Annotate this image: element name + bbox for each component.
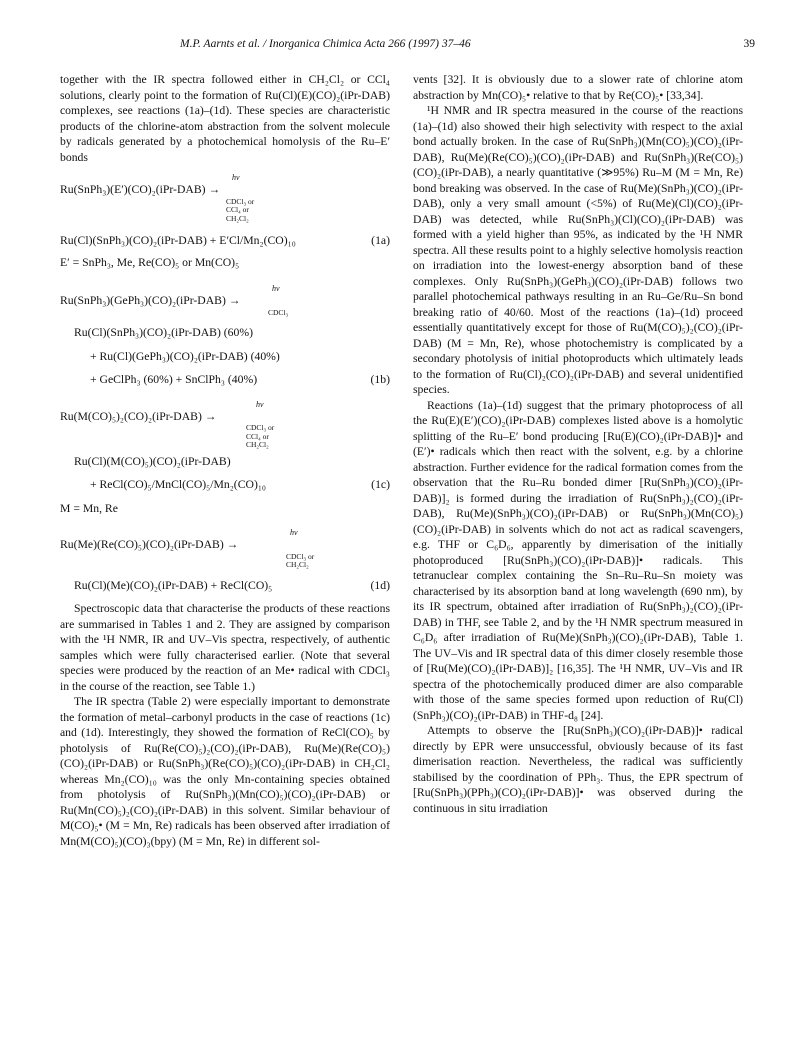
reaction-conditions [60,424,390,450]
equation-number: (1d) [370,578,390,592]
hv-label: hν [290,528,298,537]
reaction-product: Ru(Cl)(Me)(CO)₂(iPr-DAB) + ReCl(CO)₅ [74,578,273,592]
paragraph: Attempts to observe the [Ru(SnPh₃)(CO)₂(iPr-DAB)]• radical directly by EPR were unsuccessful, obviously because of its fast dimerisation reaction. Nevertheless, the radical was sufficiently stabilised by the coordination of PPh₃. Thus, the EPR spectrum of [Ru(SnPh₃)(PPh₃)(CO)₂(iPr-DAB)]• was observed during the continuous in situ irradiation [413,724,743,815]
condition: CCl₄ or [246,431,269,441]
reaction-product: Ru(Cl)(M(CO)₅)(CO)₂(iPr-DAB) [74,454,231,468]
reaction-product-line [60,477,390,493]
paragraph: vents [32]. It is obviously due to a slower rate of chlorine atom abstraction by Mn(CO)₅• relative to that by Re(CO)₅• [33,34]. [413,73,743,102]
reaction-product-line [60,372,390,388]
reaction-1d [60,528,390,593]
reaction-reactant: Ru(SnPh₃)(E′)(CO)₂(iPr-DAB) → [60,183,221,196]
reaction-product: Ru(Cl)(SnPh₃)(CO)₂(iPr-DAB) (60%) [74,326,253,339]
page-number: 39 [743,38,755,50]
reaction-product: Ru(Cl)(SnPh₃)(CO)₂(iPr-DAB) + E′Cl/Mn₂(CO)₁₀ [60,234,296,247]
reaction-conditions [60,198,390,224]
reaction-product-line [60,233,390,249]
reaction-conditions [60,309,390,318]
hv-label: hν [256,399,264,409]
left-column [60,72,390,849]
reaction-1c [60,400,390,517]
reaction-product-line [60,578,390,594]
condition: CDCl₃ or [286,551,315,561]
reaction-1b [60,284,390,388]
right-column [413,72,743,816]
condition: CDCl₃ or [246,423,275,432]
condition: CH₂Cl₂ [286,560,309,569]
condition: CDCl₃ or [226,196,255,206]
page-header [0,38,797,58]
reaction-conditions [60,553,390,570]
reaction-reactant: Ru(SnPh₃)(GePh₃)(CO)₂(iPr-DAB) → [60,294,241,307]
equation-number: (1b) [370,373,390,386]
condition: CDCl₃ [268,307,289,317]
reaction-product: + Ru(Cl)(GePh₃)(CO)₂(iPr-DAB) (40%) [90,349,280,363]
paragraph: The IR spectra (Table 2) were especially important to demonstrate the formation of metal–carbonyl products in the case of reactions (1c) and (1d). Interestingly, they showed the formation of ReCl(CO)₅ by photolysis of Ru(Re(CO)₅)₂(CO)₂(iPr-DAB), Ru(Me)(Re(CO)₅)(CO)₂(iPr-DAB) or Ru(SnPh₃)(Re(CO)₅)(CO)₂(iPr-DAB) in CH₂Cl₂ whereas Mn₂(CO)₁₀ was the only Mn-containing species obtained from photolysis of Ru(SnPh₃)(Mn(CO)₅)(CO)₂(iPr-DAB) or Ru(Mn(CO)₅)₂(CO)₂(iPr-DAB) in this solvent. Similar behaviour of M(CO)₅• (M = Mn, Re) radicals has been observed after irradiation of Mn(M(CO)₅)(CO)₃(bpy) (M = Mn, Re) in different sol- [60,695,390,848]
paragraph: ¹H NMR and IR spectra measured in the course of the reactions (1a)–(1d) also showed their high selectivity with respect to the axial bond actually broken. In the case of Ru(SnPh₃)(Mn(CO)₅)(CO)₂(iPr-DAB), Ru(Me)(Re(CO)₅)(CO)₂(iPr-DAB) and Ru(SnPh₃)(Re(CO)₅)(CO)₂(iPr-DAB), a nearly quantitative (≫95%) Ru–M (M = Mn, Re) bond breaking was observed. In the case of Ru(Me)(SnPh₃)(CO)₂(iPr-DAB), only a very small amount (<5%) of Ru(Me)(Cl)(CO)₂(iPr-DAB) was detected, while Ru(SnPh₃)(Cl)(CO)₂(iPr-DAB) was formed with a yield higher than 95%, as indicated by the ¹H NMR spectra. All these results point to a highly selective homolysis reaction on irradiation into the lowest-energy absorption band of these complexes. Only Ru(SnPh₃)(GePh₃)(CO)₂(iPr-DAB) follows two parallel photochemical pathways resulting in an Ru–Ge/Ru–Sn bond breaking ratio of 40/60. Most of the reactions (1a)–(1d) proceed essentially quantitatively except for those of Ru(M(CO)₅)₂(CO)₂(iPr-DAB) (M = Mn, Re), whose photochemistry is complicated by a secondary photolysis of initial photoproducts which ultimately leads to the formation of Ru(Cl)₂(CO)₂(iPr-DAB) and several unidentified species. [413,104,743,396]
condition: CH₂Cl₂ [226,213,249,223]
running-title: M.P. Aarnts et al. / Inorganica Chimica Acta 266 (1997) 37–46 [180,38,471,50]
equation-number: (1c) [371,478,390,491]
reaction-note: E′ = SnPh₃, Me, Re(CO)₅ or Mn(CO)₅ [60,255,240,269]
reaction-product: + GeClPh₃ (60%) + SnClPh₃ (40%) [90,373,258,386]
reaction-1a [60,173,390,270]
condition: CCl₄ or [226,205,249,214]
hv-label: hν [272,284,280,293]
paragraph: Spectroscopic data that characterise the products of these reactions are summarised in Tables 1 and 2. They are assigned by comparison with the ¹H NMR, IR and UV–Vis spectra, respectively, of authentic samples which were fully characterised earlier. (Note that several species were produced by the reaction of an Me• radical with CDCl₃ in the course of the reaction, see Table 1.) [60,602,390,693]
paragraph: Reactions (1a)–(1d) suggest that the primary photoprocess of all the Ru(E)(E′)(CO)₂(iPr-DAB) complexes listed above is a homolytic splitting of the Ru–E′ bond producing [Ru(E)(CO)₂(iPr-DAB)]• and (E′)• radicals which then react with the solvent, e.g. by a chlorine abstraction. Further evidence for the radical formation comes from the observation that the Ru–Ru bonded dimer [Ru(SnPh₃)(CO)₂(iPr-DAB)]₂ is formed during the irradiation of Ru(SnPh₃)₂(CO)₂(iPr-DAB), Ru(Me)(SnPh₃)(CO)₂(iPr-DAB) or Ru(SnPh₃)(Mn(CO)₅)(CO)₂(iPr-DAB) in solvents which do not act as radical scavengers, e.g. THF or C₆D₆, apparently by dimerisation of the initially photoproduced [Ru(SnPh₃)(CO)₂(iPr-DAB)]• radicals. This tetranuclear complex containing the Sn–Ru–Ru–Sn moiety was characterised by its absorption band at long wavelength (690 nm), by its IR spectrum, obtained after irradiation of Ru(SnPh₃)₂(CO)₂(iPr-DAB) in THF, see Table 2, and by the ¹H NMR spectrum measured in C₆D₆ after irradiation of Ru(Me)(SnPh₃)(CO)₂(iPr-DAB), Table 1. The UV–Vis and IR spectral data of this dimer closely resemble those of [Ru(Me)(CO)₂(iPr-DAB)]₂ [16,35]. The ¹H NMR, UV–Vis and IR spectra of the photochemically produced dimer are also comparable with those of the same species formed upon reduction of Ru(Cl)(SnPh₃)(CO)₂(iPr-DAB) in THF-d₈ [24]. [413,398,743,722]
reaction-note: M = Mn, Re [60,501,118,515]
condition: CH₂Cl₂ [246,440,269,449]
reaction-product: + ReCl(CO)₅/MnCl(CO)₅/Mn₂(CO)₁₀ [90,478,266,491]
paragraph: together with the IR spectra followed either in CH₂Cl₂ or CCl₄ solutions, clearly point to the formation of Ru(Cl)(E)(CO)₂(iPr-DAB) complexes, see reactions (1a)–(1d). These species are characteristic products of the chlorine-atom abstraction from the solvent molecule by radicals generated by a photochemical homolysis of the Ru–E′ bonds [60,73,390,164]
reaction-reactant: Ru(Me)(Re(CO)₅)(CO)₂(iPr-DAB) → [60,538,239,551]
equation-number: (1a) [371,234,390,247]
hv-label: hν [232,173,240,182]
reaction-reactant: Ru(M(CO)₅)₂(CO)₂(iPr-DAB) → [60,409,217,423]
